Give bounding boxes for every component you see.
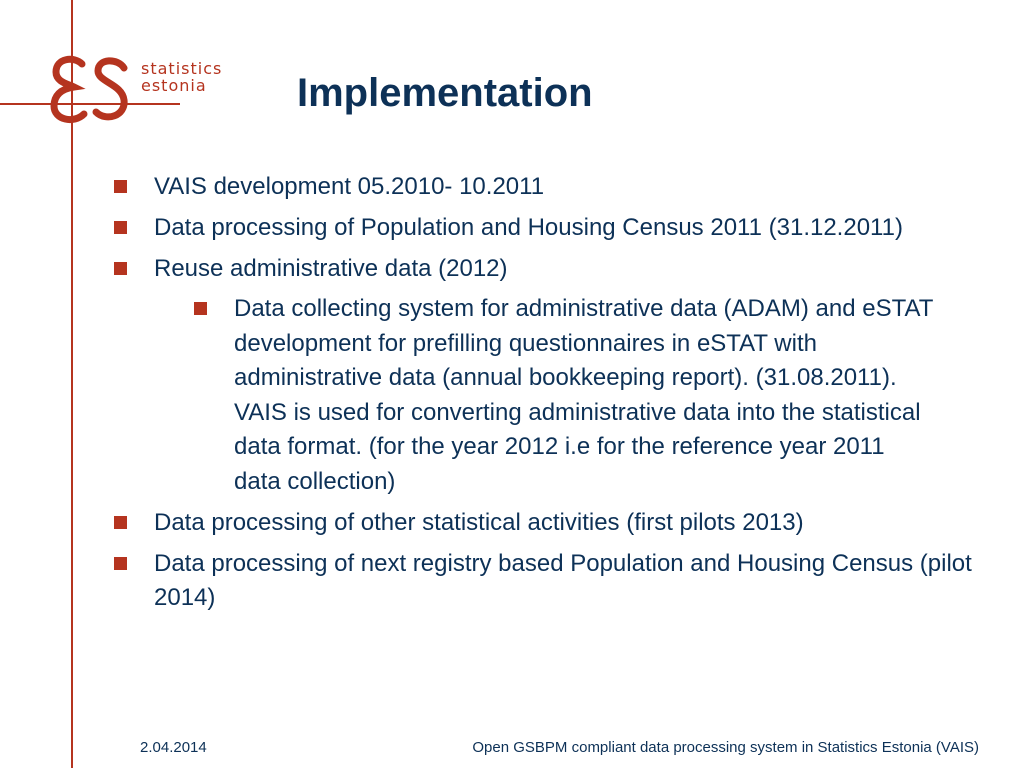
square-bullet-icon bbox=[114, 516, 127, 529]
list-item bbox=[114, 252, 974, 499]
footer-date: 2.04.2014 bbox=[140, 739, 207, 756]
sub-list-item-text: Data collecting system for administrative data (ADAM) and eSTAT development for prefilling questionnaires in eSTAT with administrative data (annual bookkeeping report). (31.08.2011). VAIS is used for converting administrative data into the statistical data format. (for the year 2012 i.e for the reference year 2011 data collection) bbox=[234, 295, 933, 495]
slide-content bbox=[114, 170, 974, 622]
bullet-list bbox=[114, 170, 974, 615]
page-title: Implementation bbox=[297, 71, 593, 115]
list-item bbox=[114, 547, 974, 615]
list-item bbox=[114, 170, 974, 204]
logo-text bbox=[141, 60, 222, 94]
list-item-text: Data processing of Population and Housing Census 2011 (31.12.2011) bbox=[154, 214, 903, 241]
list-item-text: Reuse administrative data (2012) bbox=[154, 255, 508, 282]
logo-text-line2: estonia bbox=[141, 76, 207, 95]
list-item bbox=[114, 506, 974, 540]
logo-text-line1: statistics bbox=[141, 59, 223, 78]
square-bullet-icon bbox=[114, 262, 127, 275]
list-item-text: Data processing of next registry based Population and Housing Census (pilot 2014) bbox=[154, 550, 972, 611]
square-bullet-icon bbox=[114, 557, 127, 570]
footer-text: Open GSBPM compliant data processing system in Statistics Estonia (VAIS) bbox=[472, 739, 979, 756]
list-item-text: VAIS development 05.2010- 10.2011 bbox=[154, 173, 545, 200]
list-item bbox=[114, 211, 974, 245]
square-bullet-icon bbox=[114, 221, 127, 234]
sub-bullet-list bbox=[154, 292, 974, 499]
square-bullet-icon bbox=[114, 180, 127, 193]
list-item-text: Data processing of other statistical activities (first pilots 2013) bbox=[154, 509, 804, 536]
square-bullet-icon bbox=[194, 302, 207, 315]
logo-es-icon bbox=[48, 52, 134, 128]
sub-list-item bbox=[194, 292, 934, 499]
